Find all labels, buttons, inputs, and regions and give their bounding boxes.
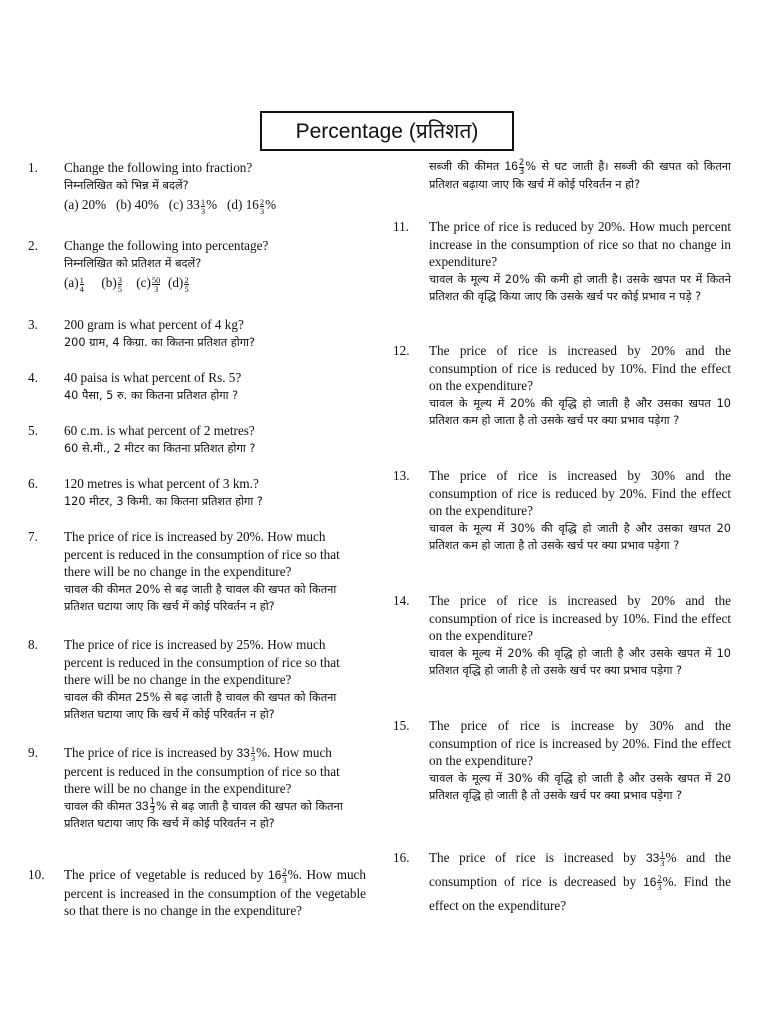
question-6 bbox=[28, 475, 364, 510]
question-8 bbox=[28, 636, 366, 724]
fraction: $\frac{2}{5}$ bbox=[184, 274, 189, 294]
fraction: $\frac{2}{3}$ bbox=[259, 196, 265, 216]
question-text-en: The price of rice is reduced by 20%. How much percent increase in the consumption of rice so that no change in expenditure? bbox=[429, 219, 731, 270]
question-number: 1. bbox=[28, 160, 38, 175]
question-text-hi: 40 पैसा, 5 रु. का कितना प्रतिशत होगा ? bbox=[64, 388, 239, 402]
question-text-en: The price of rice is increased by 20%. How much percent is reduced in the consumption of rice so that there will be no change in the expenditure? bbox=[64, 529, 340, 580]
fraction: $\frac{1}{3}$ bbox=[250, 744, 256, 764]
question-text-en: 200 gram is what percent of 4 kg? bbox=[64, 317, 244, 332]
question-11 bbox=[393, 218, 731, 306]
title-box bbox=[260, 111, 514, 151]
question-number: 3. bbox=[28, 317, 38, 332]
question-number: 15. bbox=[393, 718, 410, 733]
question-number: 6. bbox=[28, 476, 38, 491]
fraction: $\frac{2}{3}$ bbox=[657, 873, 662, 893]
question-7 bbox=[28, 528, 366, 616]
fraction: $\frac{3}{5}$ bbox=[117, 274, 123, 294]
question-4 bbox=[28, 369, 364, 404]
question-text-hi: 120 मीटर, 3 किमी. का कितना प्रतिशत होगा ? bbox=[64, 494, 263, 508]
question-text-en: The price of rice is increased by 30% and the consumption of rice is reduced by 20%. Find the effect on the expenditure? bbox=[429, 468, 731, 519]
page-title: Percentage (प्रतिशत) bbox=[295, 120, 479, 143]
question-text-en: Change the following into fraction? bbox=[64, 160, 253, 175]
question-text-en: The price of rice is increase by 30% and the consumption of rice is increased by 20%. Find the effect on the expenditure? bbox=[429, 718, 731, 769]
fraction: $\frac{2}{3}$ bbox=[518, 157, 525, 177]
question-number: 16. bbox=[393, 850, 410, 865]
question-text-hi: चावल के मूल्य में 20% की वृद्धि हो जाती है और उसका खपत 10 प्रतिशत कम हो जाता है तो उसके खर्च पर क्या प्रभाव पड़ेगा ? bbox=[429, 396, 731, 428]
question-number: 12. bbox=[393, 343, 410, 358]
question-3 bbox=[28, 316, 364, 351]
question-10 bbox=[28, 866, 366, 920]
question-text-hi: चावल की कीमत 25% से बढ़ जाती है चावल की खपत को कितना प्रतिशत घटाया जाए कि खर्च में कोई परिवर्तन न हो? bbox=[64, 690, 337, 722]
question-text-en: The price of rice is increased by 33 $\frac{1}{3}$ %. How much percent is reduced in the consumption of rice so that there will be no change in the expenditure? bbox=[64, 744, 340, 797]
question-text-hi: सब्जी की कीमत 16 $\frac{2}{3}$ % से घट जाती है। सब्जी की खपत को कितना प्रतिशत बढ़ाया जाए कि खर्च में कोई परिवर्तन न हो? bbox=[429, 157, 731, 191]
question-text-hi: चावल की कीमत 33 $\frac{1}{3}$ % से बढ़ जाती है चावल की खपत को कितना प्रतिशत घटाया जाए कि खर्च में कोई परिवर्तन न हो? bbox=[64, 797, 343, 831]
question-number: 4. bbox=[28, 370, 38, 385]
question-text-hi: चावल के मूल्य में 30% की वृद्धि हो जाती है और उसके खपत में 20 प्रतिशत वृद्धि हो जाती है तो उसके खर्च पर क्या प्रभाव पड़ेगा ? bbox=[429, 771, 731, 803]
question-9 bbox=[28, 744, 366, 833]
question-text-en: The price of rice is increased by 20% and the consumption of rice is reduced by 10%. Find the effect on the expenditure? bbox=[429, 343, 731, 394]
question-text-en: Change the following into percentage? bbox=[64, 238, 269, 253]
question-text-en: The price of vegetable is reduced by 16 $\frac{2}{3}$ %. How much percent is increased in the consumption of the vegetable so that there is no change in the expenditure? bbox=[64, 866, 366, 919]
fraction: $\frac{1}{3}$ bbox=[660, 849, 665, 869]
fraction: $\frac{1}{3}$ bbox=[149, 797, 155, 817]
question-number: 9. bbox=[28, 745, 38, 760]
question-number: 11. bbox=[393, 219, 409, 234]
question-text-hi: निम्नलिखित को प्रतिशत में बदलें? bbox=[64, 256, 202, 270]
question-2 bbox=[28, 237, 364, 294]
question-text-hi: चावल के मूल्य में 20% की कमी हो जाती है। उसके खपत पर में कितने प्रतिशत की वृद्धि किया जाए कि उसके खर्च पर कोई प्रभाव न पड़े ? bbox=[429, 272, 731, 304]
question-5 bbox=[28, 422, 364, 457]
question-number: 10. bbox=[28, 867, 45, 882]
question-text-hi: चावल के मूल्य में 30% की वृद्धि हो जाती है और उसका खपत 20 प्रतिशत कम हो जाता है तो उसके खर्च पर क्या प्रभाव पड़ेगा ? bbox=[429, 521, 731, 553]
question-13 bbox=[393, 467, 731, 555]
question-text-en: 120 metres is what percent of 3 km.? bbox=[64, 476, 259, 491]
question-number: 13. bbox=[393, 468, 410, 483]
question-text-en: 60 c.m. is what percent of 2 metres? bbox=[64, 423, 255, 438]
question-text-hi: निम्नलिखित को भिन्न में बदलें? bbox=[64, 178, 189, 192]
question-12 bbox=[393, 342, 731, 430]
question-text-en: The price of rice is increased by 20% and the consumption of rice is increased by 10%. Find the effect on the expenditure? bbox=[429, 593, 731, 644]
fraction: $\frac{1}{4}$ bbox=[79, 274, 84, 294]
options: (a) 20% (b) 40% (c) 33 $\frac{1}{3}$ % (d) 16 $\frac{2}{3}$ % bbox=[64, 196, 277, 216]
question-15 bbox=[393, 717, 731, 805]
fraction: $\frac{50}{3}$ bbox=[151, 274, 161, 294]
question-16 bbox=[393, 846, 731, 918]
question-text-hi: 60 से.मी., 2 मीटर का कितना प्रतिशत होगा ? bbox=[64, 441, 256, 455]
fraction: $\frac{2}{3}$ bbox=[282, 866, 287, 886]
question-text-en: The price of rice is increased by 25%. How much percent is reduced in the consumption of rice so that there will be no change in the expenditure? bbox=[64, 637, 340, 688]
question-text-hi: 200 ग्राम, 4 किग्रा. का कितना प्रतिशत होगा? bbox=[64, 335, 255, 349]
question-10-hindi-continued bbox=[429, 158, 731, 193]
question-number: 8. bbox=[28, 637, 38, 652]
question-text-hi: चावल के मूल्य में 20% की वृद्धि हो जाती है और उसके खपत में 10 प्रतिशत वृद्धि हो जाती है तो उसके खर्च पर क्या प्रभाव पड़ेगा ? bbox=[429, 646, 731, 678]
question-14 bbox=[393, 592, 731, 680]
question-text-en: The price of rice is increased by 33 $\frac{1}{3}$ % and the consumption of rice is decreased by 16 $\frac{2}{3}$ %. Find the effect on the expenditure? bbox=[429, 849, 731, 913]
options: (a) $\frac{1}{4}$ (b) $\frac{3}{5}$ (c) $\frac{50}{3}$ (d) $\frac{2}{5}$ bbox=[64, 274, 189, 294]
question-number: 7. bbox=[28, 529, 38, 544]
question-number: 5. bbox=[28, 423, 38, 438]
question-text-hi: चावल की कीमत 20% से बढ़ जाती है चावल की खपत को कितना प्रतिशत घटाया जाए कि खर्च में कोई परिवर्तन न हो? bbox=[64, 582, 337, 614]
question-1 bbox=[28, 159, 364, 216]
question-number: 14. bbox=[393, 593, 410, 608]
question-text-en: 40 paisa is what percent of Rs. 5? bbox=[64, 370, 242, 385]
question-number: 2. bbox=[28, 238, 38, 253]
fraction: $\frac{1}{3}$ bbox=[200, 196, 206, 216]
